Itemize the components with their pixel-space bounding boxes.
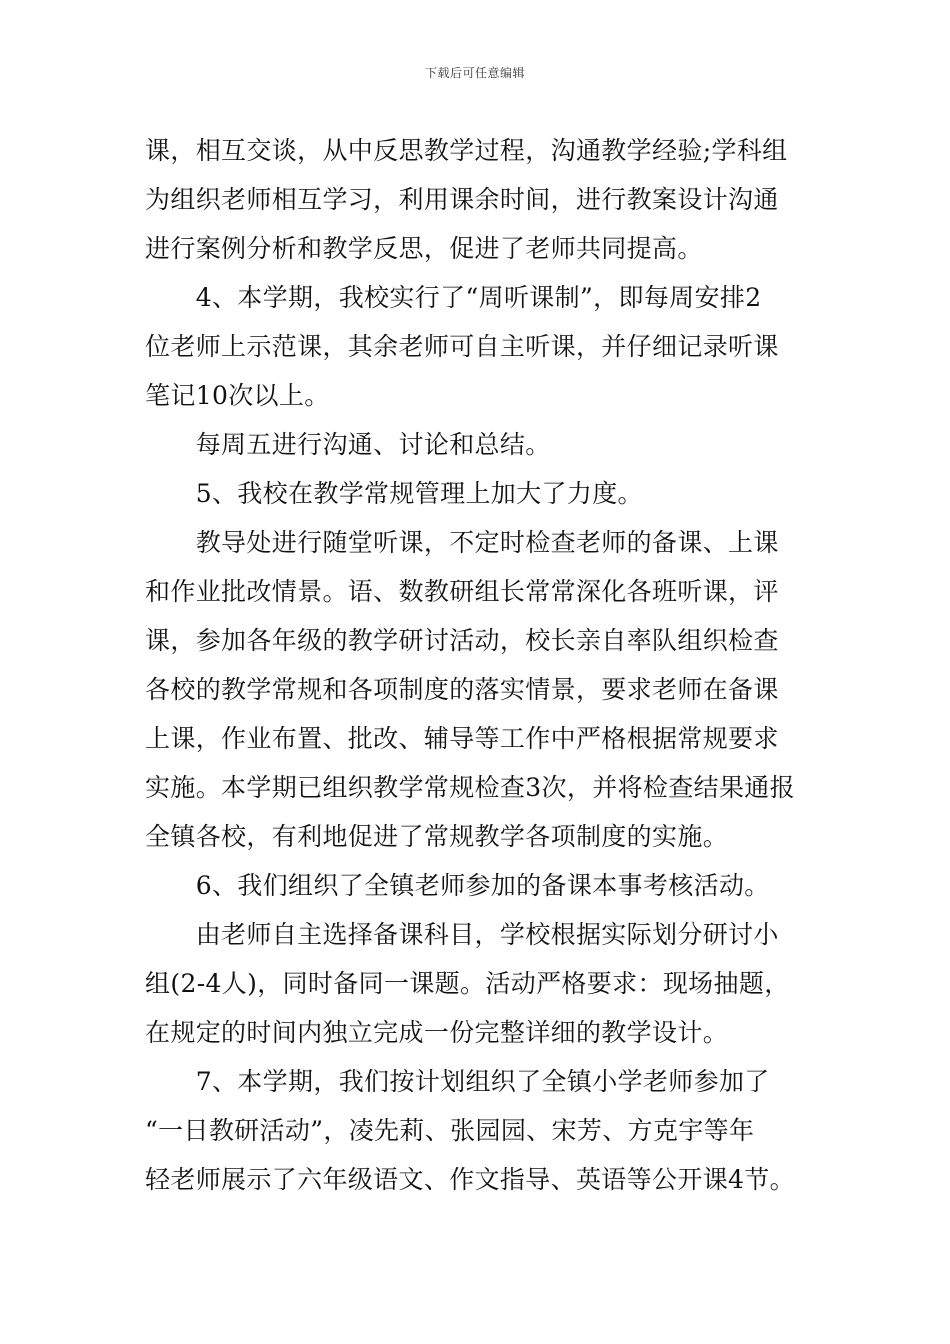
body-line: “一日教研活动”，凌先莉、张园园、宋芳、方克宇等年 bbox=[145, 1116, 755, 1145]
body-line: 各校的教学常规和各项制度的落实情景，要求老师在备课 bbox=[145, 675, 779, 704]
document-body bbox=[145, 126, 807, 1204]
body-line: 为组织老师相互学习，利用课余时间，进行教案设计沟通 bbox=[145, 185, 779, 214]
body-line: 轻老师展示了六年级语文、作文指导、英语等公开课4节。 bbox=[145, 1165, 796, 1194]
body-line: 组(2-4人)，同时备同一课题。活动严格要求：现场抽题， bbox=[145, 969, 790, 998]
body-line: 和作业批改情景。语、数教研组长常常深化各班听课，评 bbox=[145, 577, 779, 606]
body-line: 课，相互交谈，从中反思教学过程，沟通教学经验;学科组 bbox=[145, 136, 788, 165]
body-line: 7、本学期，我们按计划组织了全镇小学老师参加了 bbox=[145, 1067, 770, 1096]
body-line: 5、我校在教学常规管理上加大了力度。 bbox=[145, 479, 643, 508]
body-line: 教导处进行随堂听课，不定时检查老师的备课、上课 bbox=[145, 528, 779, 557]
body-line: 4、本学期，我校实行了“周听课制”，即每周安排2 bbox=[145, 283, 762, 312]
body-line: 每周五进行沟通、讨论和总结。 bbox=[145, 430, 551, 459]
page-header: 下载后可任意编辑 bbox=[424, 66, 525, 80]
body-line: 进行案例分析和教学反思，促进了老师共同提高。 bbox=[145, 234, 703, 263]
body-line: 全镇各校，有利地促进了常规教学各项制度的实施。 bbox=[145, 822, 729, 851]
body-line: 6、我们组织了全镇老师参加的备课本事考核活动。 bbox=[145, 871, 770, 900]
body-line: 笔记10次以上。 bbox=[145, 381, 330, 410]
body-line: 实施。本学期已组织教学常规检查3次，并将检查结果通报 bbox=[145, 773, 796, 802]
body-line: 在规定的时间内独立完成一份完整详细的教学设计。 bbox=[145, 1018, 729, 1047]
body-line: 上课，作业布置、批改、辅导等工作中严格根据常规要求 bbox=[145, 724, 779, 753]
body-line: 位老师上示范课，其余老师可自主听课，并仔细记录听课 bbox=[145, 332, 779, 361]
body-line: 由老师自主选择备课科目，学校根据实际划分研讨小 bbox=[145, 920, 779, 949]
body-line: 课，参加各年级的教学研讨活动，校长亲自率队组织检查 bbox=[145, 626, 779, 655]
